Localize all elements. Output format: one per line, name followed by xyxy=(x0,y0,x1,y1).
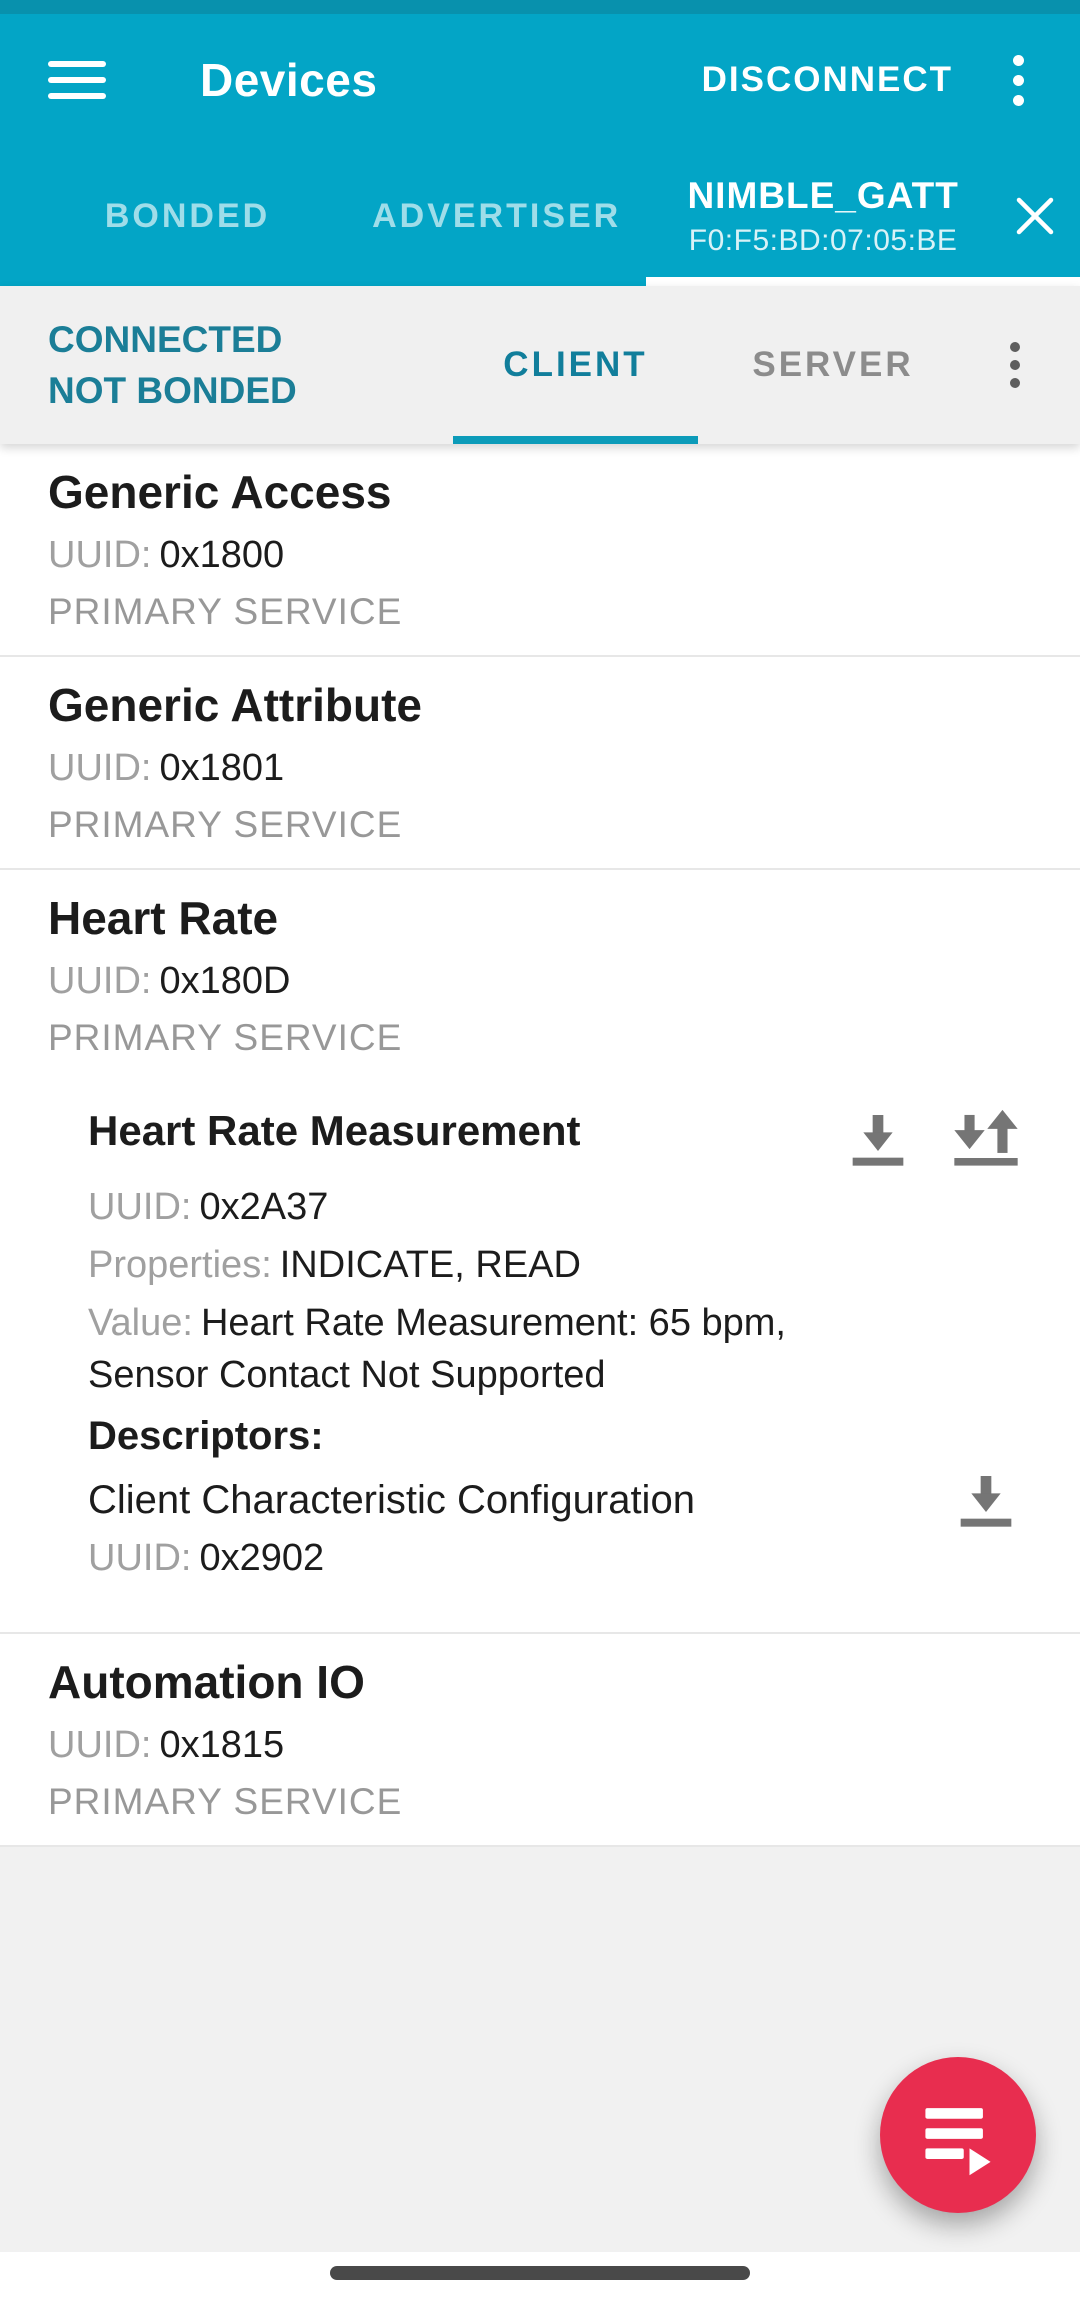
characteristic-value-line xyxy=(88,1297,878,1401)
tab-bonded-label: BONDED xyxy=(104,196,271,235)
gesture-handle[interactable] xyxy=(330,2266,750,2280)
uuid-label: UUID: xyxy=(88,1537,192,1579)
service-name: Generic Attribute xyxy=(48,679,423,731)
characteristic-value: Heart Rate Measurement: 65 bpm, Sensor Contact Not Supported xyxy=(88,1302,786,1396)
connection-status: CONNECTED xyxy=(48,318,283,360)
read-descriptor-icon[interactable] xyxy=(954,1468,1018,1532)
uuid-label: UUID: xyxy=(48,534,152,576)
tab-advertiser-label: ADVERTISER xyxy=(372,196,622,235)
tab-connected-device[interactable] xyxy=(646,146,1080,286)
gesture-navigation-bar xyxy=(0,2252,1080,2300)
client-tab-indicator xyxy=(453,436,698,444)
read-icon[interactable] xyxy=(846,1107,910,1171)
characteristic-uuid-line xyxy=(88,1181,1032,1233)
device-tab-text xyxy=(646,175,1000,258)
characteristic-properties: INDICATE, READ xyxy=(279,1244,581,1286)
uuid-label: UUID: xyxy=(88,1186,192,1228)
android-status-bar xyxy=(0,0,1080,14)
service-item-generic-attribute[interactable] xyxy=(0,657,1080,870)
close-device-tab-icon[interactable] xyxy=(1000,191,1080,241)
value-label: Value: xyxy=(88,1302,193,1344)
characteristic-actions xyxy=(846,1103,1032,1171)
fab-macros-button[interactable] xyxy=(880,2057,1036,2213)
descriptor-item[interactable] xyxy=(88,1468,1032,1532)
page-title: Devices xyxy=(200,54,378,106)
gatt-more-options-icon[interactable] xyxy=(1006,338,1024,392)
descriptor-uuid-line xyxy=(88,1532,1032,1584)
uuid-label: UUID: xyxy=(48,747,152,789)
connection-header-row xyxy=(0,286,1080,444)
descriptor-uuid: 0x2902 xyxy=(199,1537,325,1579)
service-name: Generic Access xyxy=(48,466,392,518)
service-type: PRIMARY SERVICE xyxy=(48,591,403,632)
service-uuid-line xyxy=(48,1719,1032,1771)
service-item-generic-access[interactable] xyxy=(0,444,1080,657)
service-item-heart-rate[interactable] xyxy=(0,870,1080,1634)
service-uuid: 0x1801 xyxy=(159,747,285,789)
app-bar-main-row xyxy=(0,14,1080,146)
service-type: PRIMARY SERVICE xyxy=(48,804,403,845)
device-name: NIMBLE_GATT xyxy=(687,174,959,216)
indicate-icon[interactable] xyxy=(948,1107,1024,1171)
service-name: Heart Rate xyxy=(48,892,279,944)
service-name: Automation IO xyxy=(48,1656,365,1708)
connection-state-block xyxy=(48,286,380,444)
app-bar xyxy=(0,14,1080,286)
uuid-label: UUID: xyxy=(48,960,152,1002)
tab-bonded[interactable] xyxy=(28,146,347,286)
characteristic-header xyxy=(88,1103,1032,1171)
active-tab-indicator xyxy=(646,277,1080,286)
service-uuid: 0x180D xyxy=(159,960,291,1002)
service-uuid-line xyxy=(48,955,1032,1007)
playlist-play-icon xyxy=(912,2089,1004,2181)
bond-status: NOT BONDED xyxy=(48,369,297,411)
service-uuid: 0x1815 xyxy=(159,1724,285,1766)
gatt-services-list xyxy=(0,444,1080,1847)
tab-client-label: CLIENT xyxy=(503,345,648,384)
service-uuid: 0x1800 xyxy=(159,534,285,576)
characteristic-heart-rate-measurement[interactable] xyxy=(88,1103,1032,1608)
service-uuid-line xyxy=(48,742,1032,794)
device-address: F0:F5:BD:07:05:BE xyxy=(688,223,958,257)
menu-icon[interactable] xyxy=(48,61,106,99)
device-tab-bar xyxy=(0,146,1080,286)
characteristic-name: Heart Rate Measurement xyxy=(88,1107,581,1154)
service-type: PRIMARY SERVICE xyxy=(48,1781,403,1822)
uuid-label: UUID: xyxy=(48,1724,152,1766)
descriptors-heading: Descriptors: xyxy=(88,1414,324,1458)
service-item-automation-io[interactable] xyxy=(0,1634,1080,1847)
characteristic-uuid: 0x2A37 xyxy=(199,1186,329,1228)
tab-advertiser[interactable] xyxy=(347,146,646,286)
service-uuid-line xyxy=(48,529,1032,581)
properties-label: Properties: xyxy=(88,1244,272,1286)
descriptor-name: Client Characteristic Configuration xyxy=(88,1477,695,1522)
more-options-icon[interactable] xyxy=(1009,51,1028,110)
service-type: PRIMARY SERVICE xyxy=(48,1017,403,1058)
characteristic-properties-line xyxy=(88,1239,1032,1291)
tab-server-label: SERVER xyxy=(752,345,914,384)
disconnect-button[interactable]: DISCONNECT xyxy=(701,60,953,99)
tab-server[interactable] xyxy=(723,286,943,444)
tab-client[interactable] xyxy=(453,286,698,444)
